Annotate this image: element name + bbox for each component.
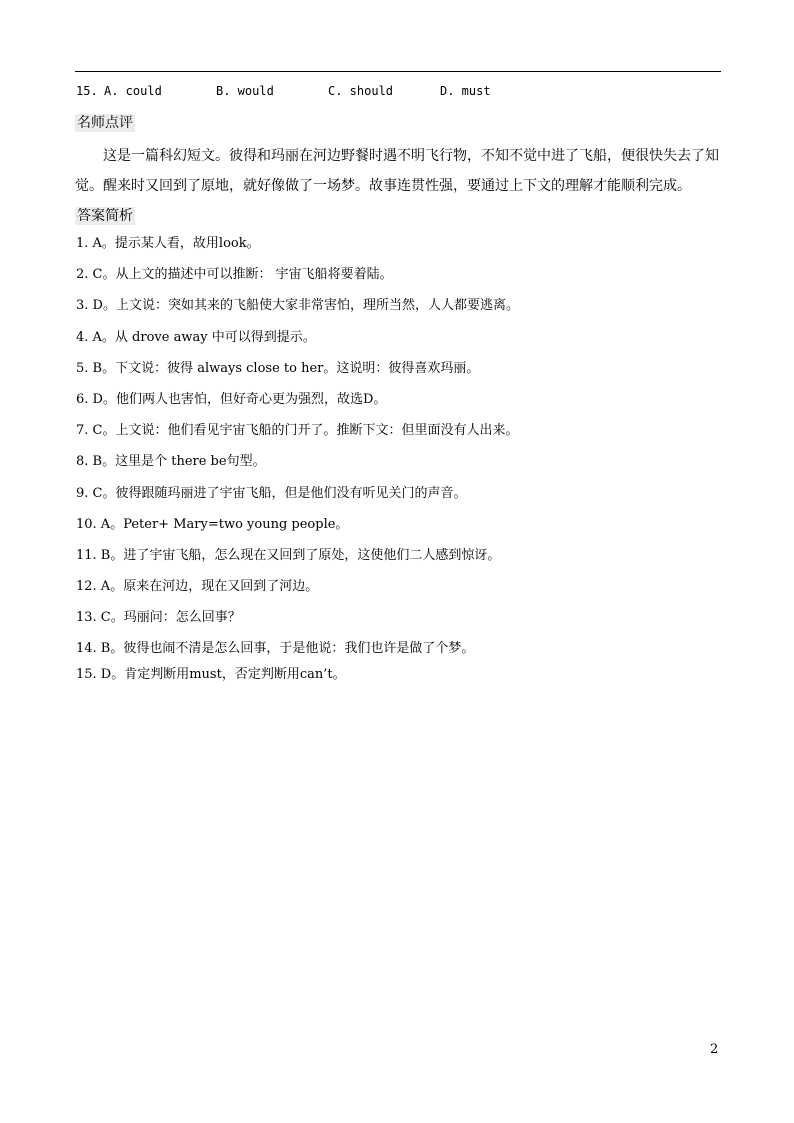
option-d: D. must [440, 84, 491, 98]
answer-item: 2. C。从上文的描述中可以推断： 宇宙飞船将要着陆。 [76, 267, 393, 283]
answer-item: 9. C。彼得跟随玛丽进了宇宙飞船，但是他们没有听见关门的声音。 [76, 485, 467, 501]
answer-item: 15. D。肯定判断用must，否定判断用can’t。 [76, 666, 346, 682]
answer-item: 10. A。Peter+ Mary=two young people。 [76, 516, 349, 532]
answer-item: 7. C。上文说：他们看见宇宙飞船的门开了。推断下文：但里面没有人出来。 [76, 423, 519, 439]
header-rule [75, 71, 721, 72]
option-b: B. would [216, 84, 274, 98]
answer-item: 11. B。进了宇宙飞船，怎么现在又回到了原处，这使他们二人感到惊讶。 [76, 547, 501, 563]
question-15-options [76, 84, 552, 98]
page-number: 2 [710, 1042, 719, 1057]
answer-item: 4. A。从 drove away 中可以得到提示。 [76, 329, 316, 345]
answer-item: 1. A。提示某人看，故用look。 [76, 236, 260, 251]
answer-item: 5. B。下文说：彼得 always close to her。这说明：彼得喜欢玛丽。 [76, 360, 480, 376]
answer-item: 3. D。上文说：突如其来的飞船使大家非常害怕，理所当然，人人都要逃离。 [76, 298, 519, 314]
question-number: 15. [76, 84, 98, 98]
option-a: A. could [104, 84, 162, 98]
option-c: C. should [328, 84, 394, 98]
answer-item: 8. B。这里是个 there be句型。 [76, 454, 266, 470]
answer-list [76, 234, 519, 685]
review-paragraph: 这是一篇科幻短文。彼得和玛丽在河边野餐时遇不明飞行物，不知不觉中进了飞船，便很快失去了知觉。醒来时又回到了原地，就好像做了一场梦。故事连贯性强，要通过上下文的理解才能顺利完成。 [75, 148, 719, 194]
answer-item: 6. D。他们两人也害怕，但好奇心更为强烈，故选D。 [76, 391, 387, 407]
answer-item: 12. A。原来在河边，现在又回到了河边。 [76, 579, 319, 595]
review-heading: 名师点评 [77, 115, 133, 131]
answer-item: 13. C。玛丽问：怎么回事？ [76, 610, 241, 626]
answer-item: 14. B。彼得也闹不清是怎么回事，于是他说：我们也许是做了个梦。 [76, 641, 475, 657]
answers-heading: 答案简析 [77, 208, 133, 224]
